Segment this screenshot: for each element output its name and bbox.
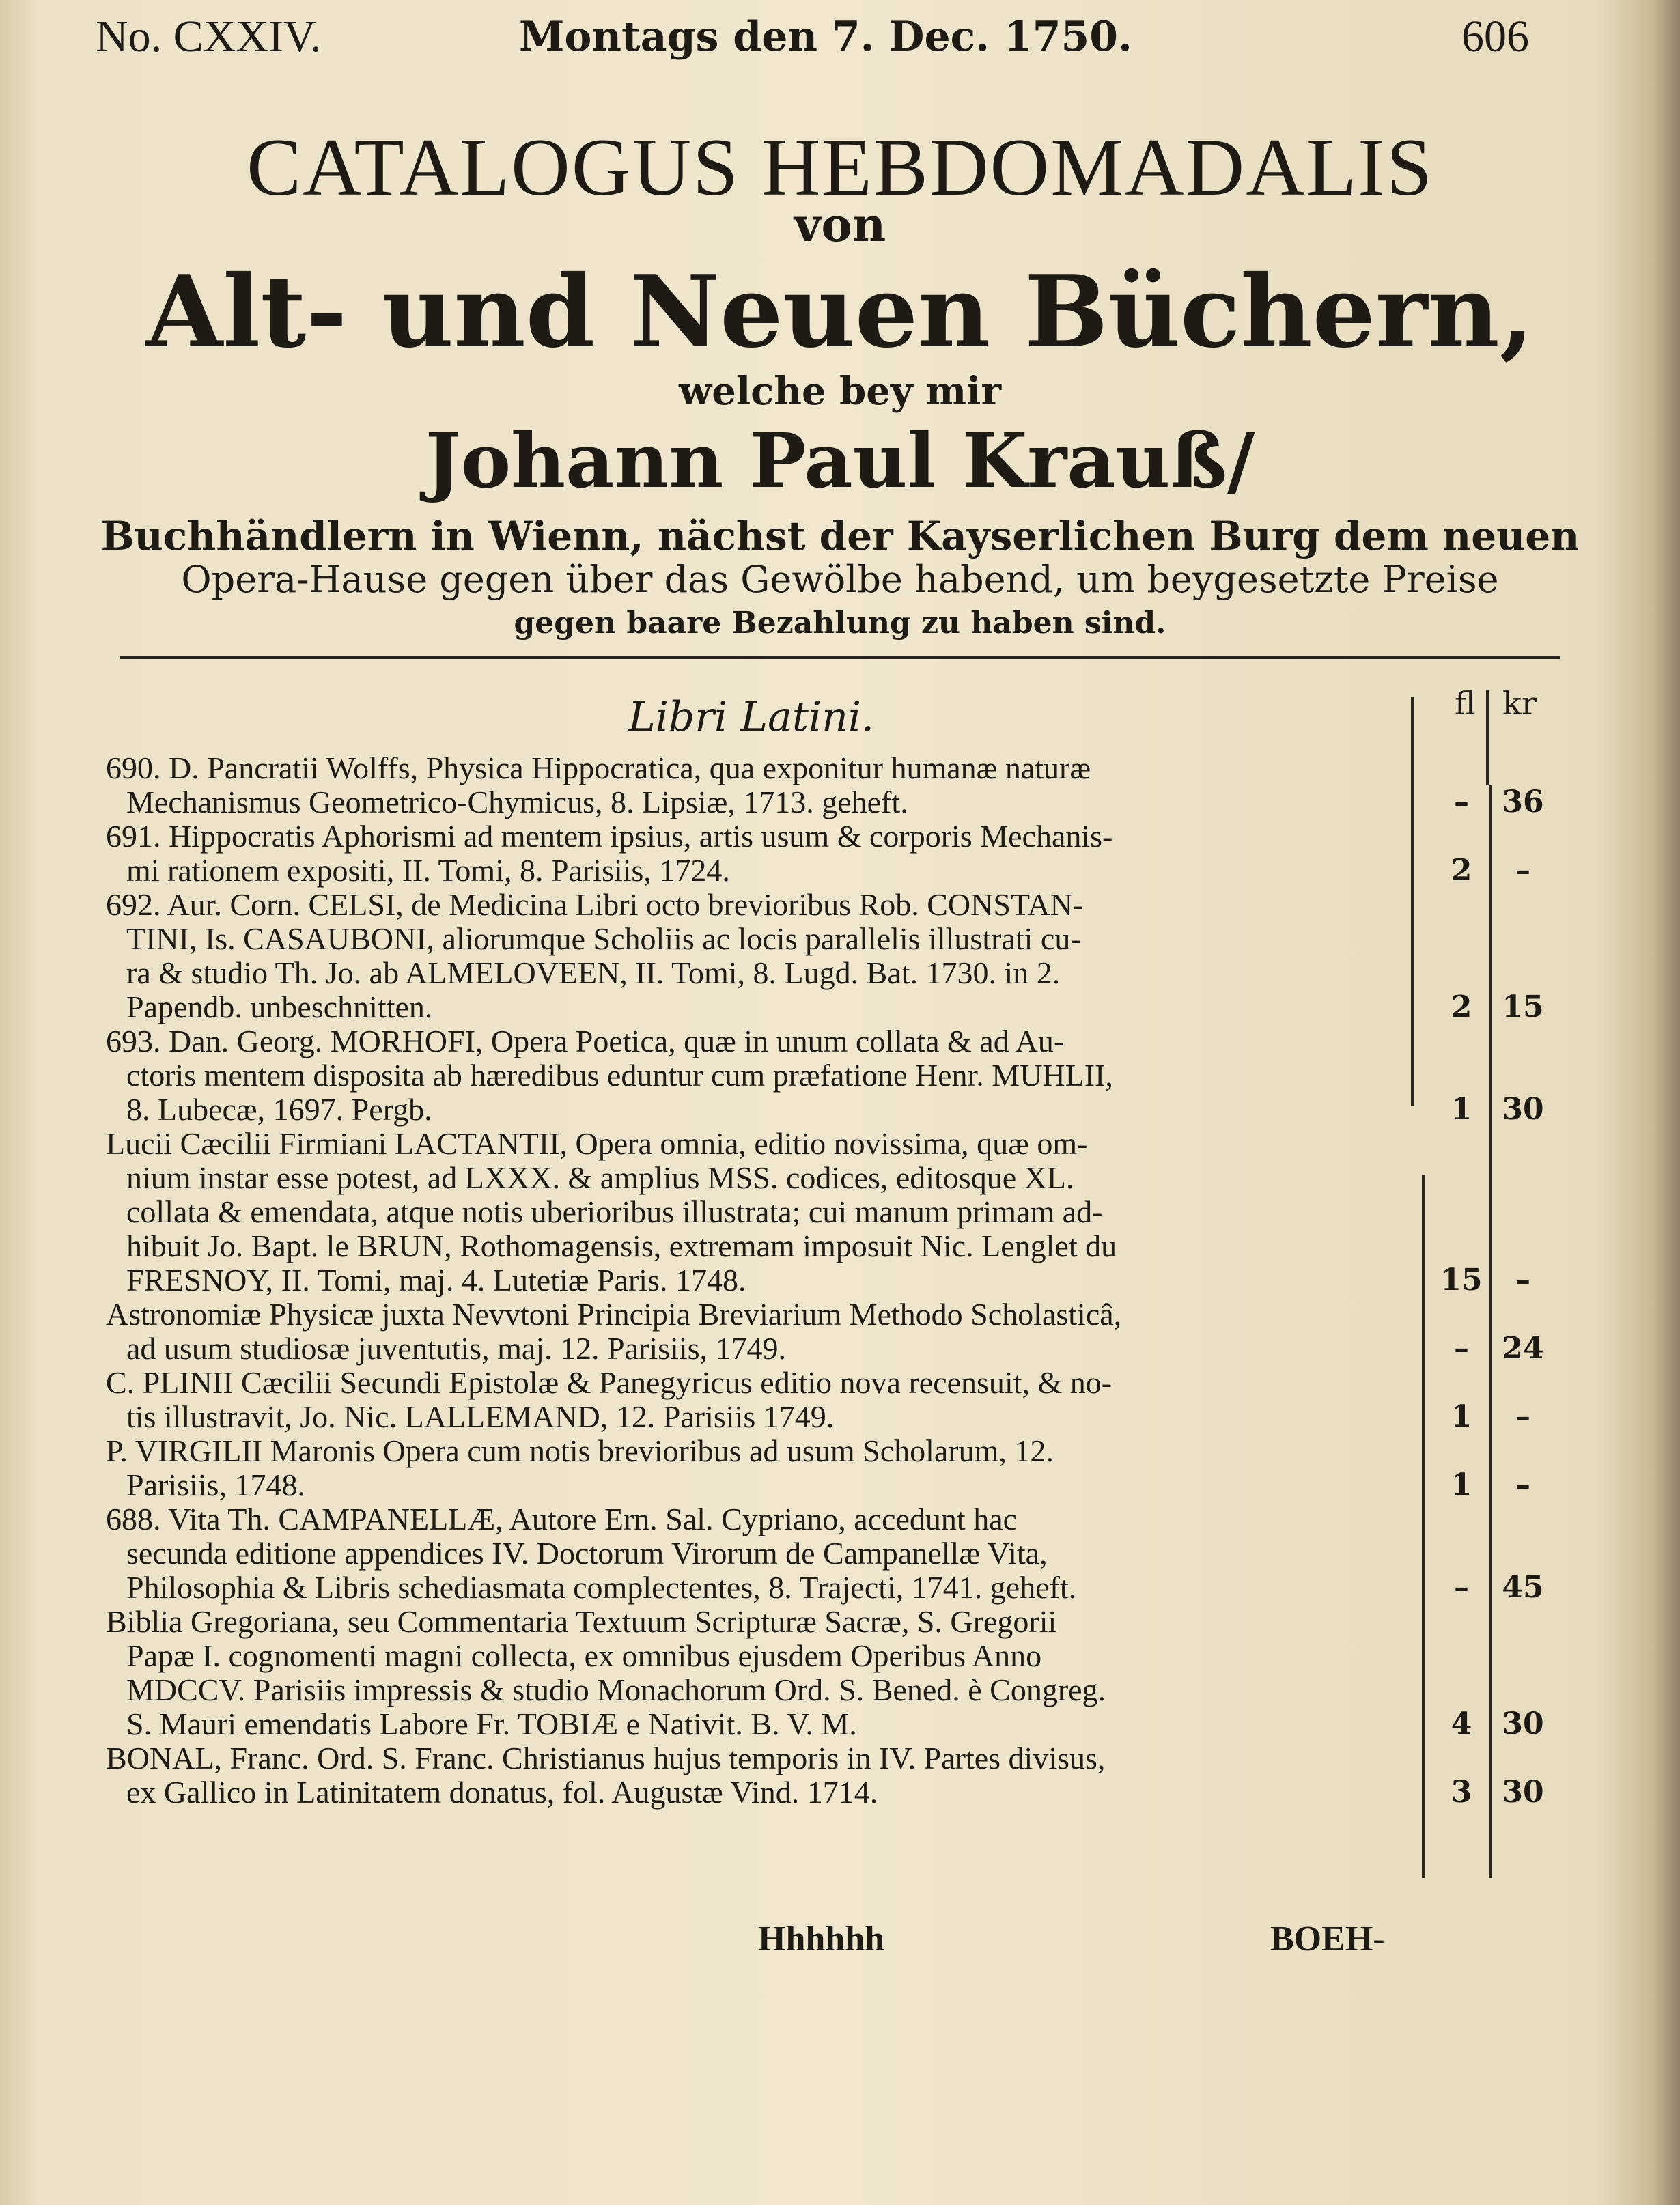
price-fl: – xyxy=(1454,785,1469,819)
price-kr: – xyxy=(1515,1263,1530,1297)
column-divider-left-lower xyxy=(1422,1175,1425,1878)
issue-number: No. CXXIV. xyxy=(96,12,322,61)
column-divider-right xyxy=(1489,785,1492,1878)
price-kr: 30 xyxy=(1502,1092,1544,1127)
price-kr: – xyxy=(1515,853,1530,888)
entry-line: Papendb. unbeschnitten. xyxy=(126,990,433,1024)
entry-line: ex Gallico in Latinitatem donatus, fol. Augustæ Vind. 1714. xyxy=(126,1775,878,1810)
entry-line: Biblia Gregoriana, seu Commentaria Textuum Scripturæ Sacræ, S. Gregorii xyxy=(106,1605,1057,1639)
price-fl: 2 xyxy=(1451,853,1472,888)
entry-line: ad usum studiosæ juventutis, maj. 12. Parisiis, 1749. xyxy=(126,1332,787,1366)
catchword: BOEH- xyxy=(1270,1920,1385,1958)
column-header-kr: kr xyxy=(1502,685,1537,722)
entry-line: FRESNOY, II. Tomi, maj. 4. Lutetiæ Paris. 1748. xyxy=(126,1263,746,1297)
entry-line: mi rationem expositi, II. Tomi, 8. Parisiis, 1724. xyxy=(126,854,730,888)
title-rule xyxy=(120,656,1560,659)
entry-line: collata & emendata, atque notis uberioribus illustrata; cui manum primam ad- xyxy=(126,1195,1103,1229)
section-heading: Libri Latini. xyxy=(628,693,875,741)
entry-line: S. Mauri emendatis Labore Fr. TOBIÆ e Nativit. B. V. M. xyxy=(126,1707,857,1741)
price-fl: 1 xyxy=(1451,1092,1472,1127)
price-fl: 2 xyxy=(1451,989,1472,1024)
price-kr: 36 xyxy=(1502,785,1544,819)
entry-line: nium instar esse potest, ad LXXX. & amplius MSS. codices, editosque XL. xyxy=(126,1161,1074,1195)
price-fl: 1 xyxy=(1451,1467,1472,1502)
address-line-3: gegen baare Bezahlung zu haben sind. xyxy=(514,606,1166,641)
column-divider-left-upper xyxy=(1411,697,1414,1106)
entry-line: 692. Aur. Corn. CELSI, de Medicina Libri octo brevioribus Rob. CONSTAN- xyxy=(106,888,1084,922)
address-line-1: Buchhändlern in Wienn, nächst der Kayserlichen Burg dem neuen xyxy=(100,513,1580,559)
entry-line: Mechanismus Geometrico-Chymicus, 8. Lipsiæ, 1713. geheft. xyxy=(126,785,908,819)
entry-line: ra & studio Th. Jo. ab ALMELOVEEN, II. Tomi, 8. Lugd. Bat. 1730. in 2. xyxy=(126,956,1061,990)
entry-line: MDCCV. Parisiis impressis & studio Monachorum Ord. S. Bened. è Congreg. xyxy=(126,1673,1106,1707)
price-kr: – xyxy=(1515,1467,1530,1502)
column-header-fl: fl xyxy=(1455,685,1476,722)
price-kr: 15 xyxy=(1502,989,1544,1024)
entry-line: Astronomiæ Physicæ juxta Nevvtoni Principia Breviarium Methodo Scholasticâ, xyxy=(106,1297,1122,1332)
price-fl: 3 xyxy=(1451,1775,1472,1810)
entry-line: ctoris mentem disposita ab hæredibus eduntur cum præfatione Henr. MUHLII, xyxy=(126,1058,1113,1093)
catalogue-title: CATALOGUS HEBDOMADALIS xyxy=(247,122,1433,212)
entry-line: 693. Dan. Georg. MORHOFI, Opera Poetica, quæ in unum collata & ad Au- xyxy=(106,1024,1065,1058)
entry-line: 688. Vita Th. CAMPANELLÆ, Autore Ern. Sal. Cypriano, accedunt hac xyxy=(106,1502,1018,1536)
title-von: von xyxy=(794,198,886,253)
entry-line: TINI, Is. CASAUBONI, aliorumque Scholiis ac locis parallelis illustrati cu- xyxy=(126,922,1081,956)
entry-line: Lucii Cæcilii Firmiani LACTANTII, Opera omnia, editio novissima, quæ om- xyxy=(106,1127,1088,1161)
entry-line: Papæ I. cognomenti magni collecta, ex omnibus ejusdem Operibus Anno xyxy=(126,1639,1042,1673)
entry-line: hibuit Jo. Bapt. le BRUN, Rothomagensis, extremam imposuit Nic. Lenglet du xyxy=(126,1229,1117,1263)
price-fl: – xyxy=(1454,1331,1469,1366)
bookseller-name: Johann Paul Krauß/ xyxy=(425,417,1255,505)
entry-line: BONAL, Franc. Ord. S. Franc. Christianus hujus temporis in IV. Partes divisus, xyxy=(106,1741,1106,1775)
entry-line: 8. Lubecæ, 1697. Pergb. xyxy=(126,1093,432,1127)
entry-line: 690. D. Pancratii Wolffs, Physica Hippocratica, qua exponitur humanæ naturæ xyxy=(106,751,1091,785)
page-number: 606 xyxy=(1461,12,1529,61)
title-welche: welche bey mir xyxy=(679,369,1001,414)
entry-line: Parisiis, 1748. xyxy=(126,1468,305,1502)
price-kr: 30 xyxy=(1502,1775,1544,1810)
entry-line: secunda editione appendices IV. Doctorum Virorum de Campanellæ Vita, xyxy=(126,1536,1048,1571)
price-fl: – xyxy=(1454,1570,1469,1605)
entry-line: C. PLINII Cæcilii Secundi Epistolæ & Panegyricus editio nova recensuit, & no- xyxy=(106,1366,1112,1400)
entry-list xyxy=(106,751,1403,1810)
title-books: Alt- und Neuen Büchern, xyxy=(145,254,1535,370)
price-fl: 15 xyxy=(1440,1263,1483,1297)
entry-line: Philosophia & Libris schediasmata complectentes, 8. Trajecti, 1741. geheft. xyxy=(126,1571,1077,1605)
entry-line: 691. Hippocratis Aphorismi ad mentem ipsius, artis usum & corporis Mechanis- xyxy=(106,819,1113,854)
address-line-2: Opera-Hause gegen über das Gewölbe habend, um beygesetzte Preise xyxy=(181,558,1499,601)
entry-line: tis illustravit, Jo. Nic. LALLEMAND, 12. Parisiis 1749. xyxy=(126,1400,835,1434)
signature-mark: Hhhhhh xyxy=(758,1920,885,1958)
price-kr: – xyxy=(1515,1399,1530,1434)
price-fl: 1 xyxy=(1451,1399,1472,1434)
price-kr: 24 xyxy=(1502,1331,1544,1366)
column-divider-mid xyxy=(1486,690,1489,785)
price-kr: 45 xyxy=(1502,1570,1544,1605)
price-kr: 30 xyxy=(1502,1707,1544,1741)
issue-date: Montags den 7. Dec. 1750. xyxy=(519,13,1132,61)
price-fl: 4 xyxy=(1451,1707,1472,1741)
entry-line: P. VIRGILII Maronis Opera cum notis brevioribus ad usum Scholarum, 12. xyxy=(106,1434,1054,1468)
